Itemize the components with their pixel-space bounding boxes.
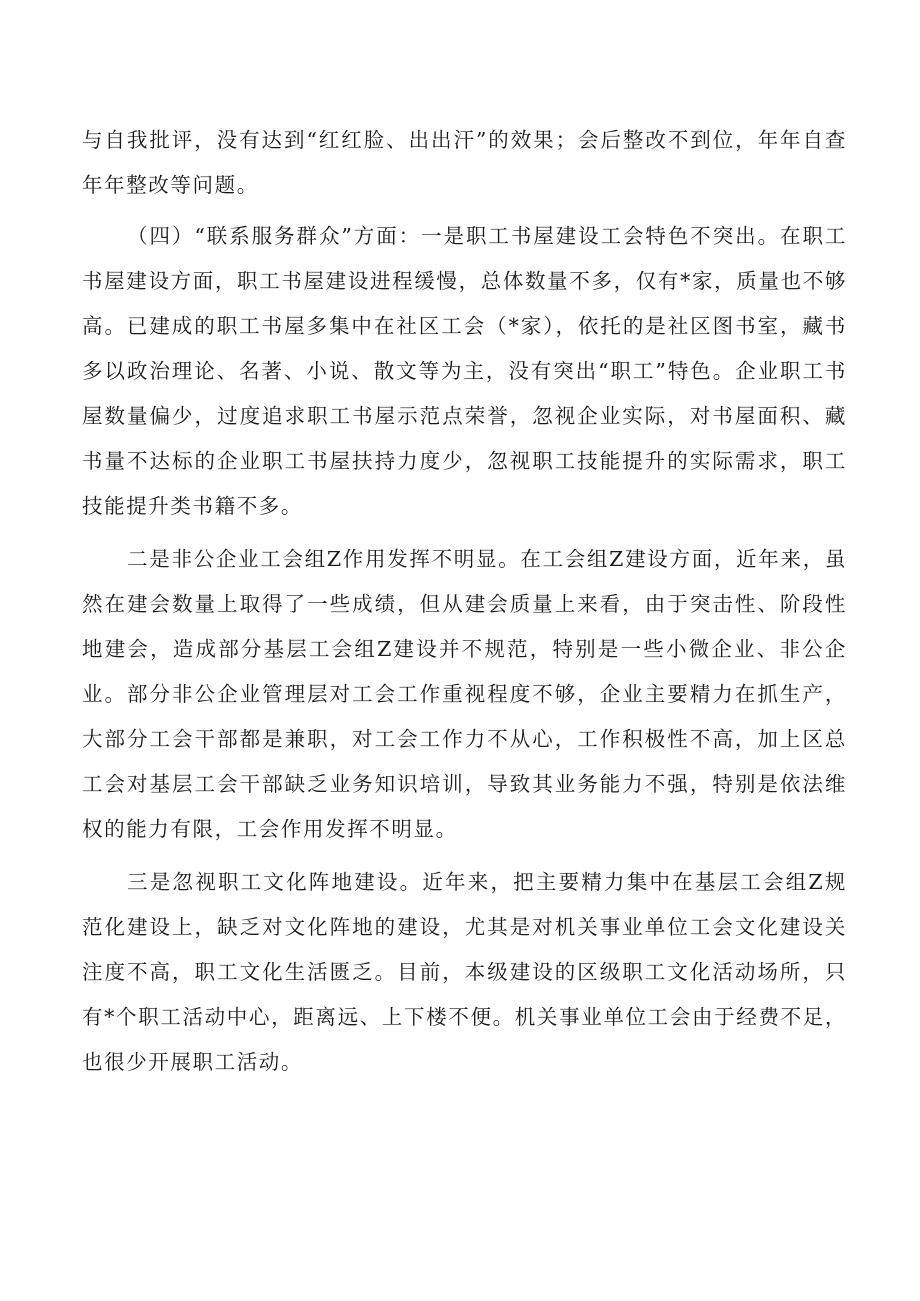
paragraph-4: 三是忽视职工文化阵地建设。近年来，把主要精力集中在基层工会组Z规范化建设上，缺乏对文化阵地的建设，尤其是对机关事业单位工会文化建设关注度不高，职工文化生活匮乏。目前，本级建设的区级职工文化活动场所，只有*个职工活动中心，距离远、上下楼不便。机关事业单位工会由于经费不足，也很少开展职工活动。 [82, 870, 847, 1074]
paragraph-spacer [82, 529, 847, 537]
paragraph-3: 二是非公企业工会组Z作用发挥不明显。在工会组Z建设方面，近年来，虽然在建会数量上取得了一些成绩，但从建会质量上来看，由于突击性、阶段性地建会，造成部分基层工会组Z建设并不规范，特别是一些小微企业、非公企业。部分非公企业管理层对工会工作重视程度不够，企业主要精力在抓生产，大部分工会干部都是兼职，对工会工作力不从心，工作积极性不高，加上区总工会对基层工会干部缺乏业务知识培训，导致其业务能力不强，特别是依法维权的能力有限，工会作用发挥不明显。 [82, 547, 847, 841]
document-body [82, 118, 847, 1085]
paragraph-1: 与自我批评，没有达到“红红脸、出出汗”的效果；会后整改不到位，年年自查年年整改等问题。 [82, 128, 847, 197]
paragraph-spacer [82, 852, 847, 860]
paragraph-2: （四）“联系服务群众”方面：一是职工书屋建设工会特色不突出。在职工书屋建设方面，职工书屋建设进程缓慢，总体数量不多，仅有*家，质量也不够高。已建成的职工书屋多集中在社区工会（*家），依托的是社区图书室，藏书多以政治理论、名著、小说、散文等为主，没有突出“职工”特色。企业职工书屋数量偏少，过度追求职工书屋示范点荣誉，忽视企业实际，对书屋面积、藏书量不达标的企业职工书屋扶持力度少，忽视职工技能提升的实际需求，职工技能提升类书籍不多。 [82, 224, 847, 518]
